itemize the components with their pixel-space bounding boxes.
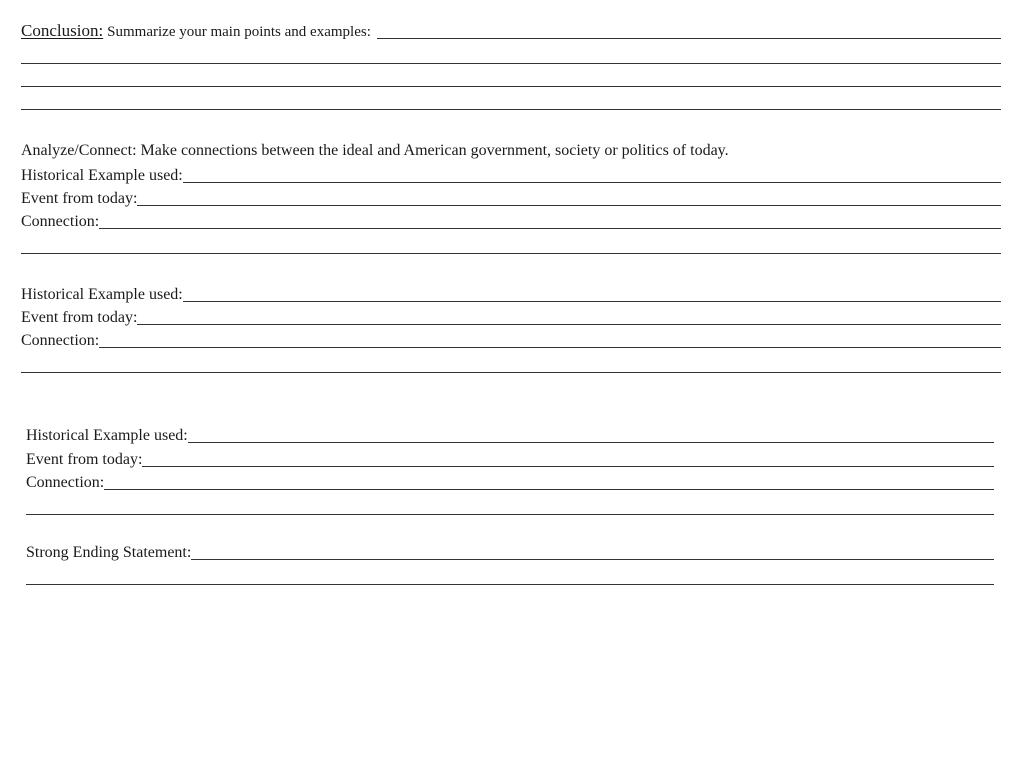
connection-label-3: Connection: — [26, 474, 105, 491]
analyze-instruction: Analyze/Connect: Make connections between the ideal and American government, society or politics of today. — [21, 142, 729, 159]
historical-example-row-1 — [21, 164, 1001, 186]
historical-example-label-2: Historical Example used: — [21, 286, 183, 303]
connection-label-1: Connection: — [21, 213, 100, 230]
connection-row-3 — [26, 471, 994, 493]
conclusion-line-3[interactable] — [21, 86, 1001, 87]
event-today-blank-1[interactable] — [137, 205, 1001, 206]
conclusion-label-group — [21, 22, 371, 42]
historical-example-blank-2[interactable] — [183, 301, 1001, 302]
connection-extra-line-3[interactable] — [26, 514, 994, 515]
historical-example-blank-3[interactable] — [188, 442, 994, 443]
connection-blank-1[interactable] — [99, 228, 1001, 229]
historical-example-row-3 — [26, 424, 994, 446]
historical-example-label-1: Historical Example used: — [21, 167, 183, 184]
connection-row-1 — [21, 210, 1001, 232]
event-today-row-2 — [21, 306, 1001, 328]
connection-blank-2[interactable] — [99, 347, 1001, 348]
historical-example-label-3: Historical Example used: — [26, 427, 188, 444]
historical-example-blank-1[interactable] — [183, 182, 1001, 183]
event-today-row-1 — [21, 187, 1001, 209]
ending-statement-extra-line[interactable] — [26, 584, 994, 585]
connection-label-2: Connection: — [21, 332, 100, 349]
connection-blank-3[interactable] — [104, 489, 994, 490]
conclusion-prompt: Summarize your main points and examples: — [107, 24, 371, 40]
connection-extra-line-2[interactable] — [21, 372, 1001, 373]
connection-row-2 — [21, 329, 1001, 351]
event-today-label-1: Event from today: — [21, 190, 138, 207]
historical-example-row-2 — [21, 283, 1001, 305]
conclusion-line-4[interactable] — [21, 109, 1001, 110]
conclusion-row — [21, 20, 1001, 42]
conclusion-blank[interactable] — [377, 38, 1001, 39]
conclusion-label: Conclusion: — [21, 21, 104, 40]
conclusion-line-2[interactable] — [21, 63, 1001, 64]
event-today-blank-2[interactable] — [137, 324, 1001, 325]
event-today-row-3 — [26, 448, 994, 470]
ending-statement-label: Strong Ending Statement: — [26, 544, 192, 561]
connection-extra-line-1[interactable] — [21, 253, 1001, 254]
ending-statement-row — [26, 541, 994, 563]
event-today-label-3: Event from today: — [26, 451, 143, 468]
event-today-blank-3[interactable] — [142, 466, 994, 467]
event-today-label-2: Event from today: — [21, 309, 138, 326]
ending-statement-blank[interactable] — [191, 559, 994, 560]
